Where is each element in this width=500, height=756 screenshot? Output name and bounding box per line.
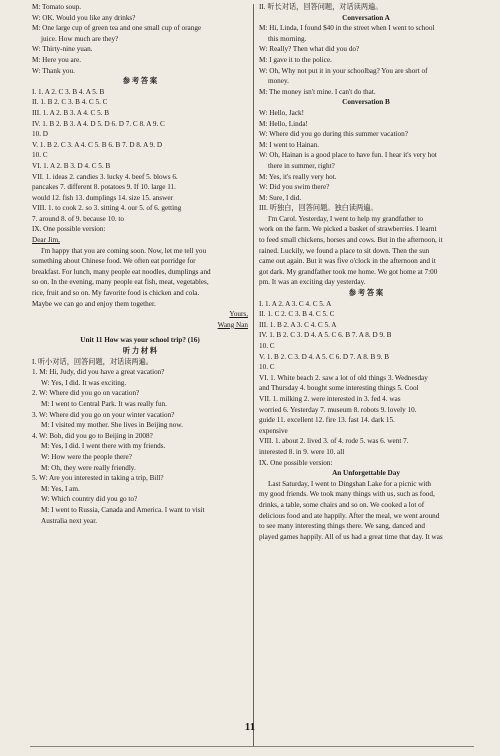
right-line: M: The money isn't mine. I can't do that. bbox=[259, 87, 376, 96]
left-line: 4. W: Bob, did you go to Beijing in 2008? bbox=[32, 431, 153, 440]
left-line: M: I went to Russia, Canada and America. I want to visit bbox=[41, 505, 205, 514]
right-line: work on the farm. We picked a basket of strawberries. I learnt bbox=[259, 225, 437, 234]
left-line: W: Thank you. bbox=[32, 66, 75, 75]
left-line: VI. 1. A 2. B 3. D 4. C 5. B bbox=[32, 161, 111, 170]
left-line: M: Here you are. bbox=[32, 55, 82, 64]
right-line: M: I gave it to the police. bbox=[259, 55, 332, 64]
right-line: I'm Carol. Yesterday, I went to help my grandfather to bbox=[268, 214, 423, 223]
right-line: 参 考 答 案 bbox=[348, 289, 384, 298]
right-line: M: Hi, Linda, I found $40 in the street when I went to school bbox=[259, 24, 435, 33]
right-line: An Unforgettable Day bbox=[332, 469, 400, 478]
right-line: VIII. 1. about 2. lived 3. of 4. rode 5. was 6. went 7. bbox=[259, 437, 409, 446]
left-line: I. 听小对话，回答问题，对话读两遍。 bbox=[32, 357, 153, 366]
right-line: to see many interesting things there. We sang, danced and bbox=[259, 522, 425, 531]
right-column bbox=[259, 2, 473, 542]
right-line: W: Really? Then what did you do? bbox=[259, 45, 360, 54]
bottom-rule bbox=[30, 746, 474, 747]
left-line: M: Yes, I did. I went there with my friends. bbox=[41, 442, 166, 451]
right-line: worried 6. Yesterday 7. museum 8. robots 9. lovely 10. bbox=[259, 405, 417, 414]
right-line: III. 听独白，回答问题。独白读两遍。 bbox=[259, 204, 378, 213]
left-line: breakfast. For lunch, many people eat noodles, dumplings and bbox=[32, 267, 211, 276]
left-line: M: I went to Central Park. It was really fun. bbox=[41, 399, 167, 408]
left-line: W: How were the people there? bbox=[41, 452, 132, 461]
right-line: money. bbox=[268, 77, 289, 86]
right-line: interested 8. in 9. were 10. all bbox=[259, 447, 345, 456]
left-line: W: Thirty-nine yuan. bbox=[32, 45, 93, 54]
right-line: IV. 1. B 2. C 3. D 4. A 5. C 6. B 7. A 8. D 9. B bbox=[259, 331, 392, 340]
left-line: Australia next year. bbox=[41, 516, 98, 525]
right-line: IX. One possible version: bbox=[259, 458, 333, 467]
left-line: 听 力 材 料 bbox=[122, 347, 158, 355]
right-line: 10. C bbox=[259, 342, 275, 350]
left-line: M: Oh, they were really friendly. bbox=[41, 463, 136, 472]
right-line: drinks, a table, some chairs and so on. We cooked a lot of bbox=[259, 500, 425, 509]
left-line: 5. W: Are you interested in taking a trip, Bill? bbox=[32, 474, 164, 483]
right-line: there in summer, right? bbox=[268, 161, 335, 170]
left-line: VII. 1. ideas 2. candies 3. lucky 4. beef 5. blows 6. bbox=[32, 172, 178, 181]
left-line: 3. W: Where did you go on your winter vacation? bbox=[32, 410, 175, 419]
left-line: 10. D bbox=[32, 130, 48, 139]
right-line: M: I went to Hainan. bbox=[259, 140, 320, 149]
left-line: would 12. fish 13. dumplings 14. size 15. answer bbox=[32, 193, 173, 202]
left-line: IX. One possible version: bbox=[32, 225, 106, 234]
right-line: expensive bbox=[259, 426, 288, 435]
left-line: M: One large cup of green tea and one small cup of orange bbox=[32, 24, 202, 33]
left-line: Maybe we can go and enjoy them together. bbox=[32, 299, 156, 308]
left-line: Dear Jim, bbox=[32, 236, 60, 245]
left-line: 7. around 8. of 9. because 10. to bbox=[32, 214, 125, 223]
left-line: V. 1. B 2. C 3. A 4. C 5. B 6. B 7. D 8. A 9. D bbox=[32, 140, 163, 149]
left-line: 1. M: Hi, Judy, did you have a great vacation? bbox=[32, 368, 165, 377]
right-line: played games happily. All of us had a great time that day. It was bbox=[259, 532, 443, 541]
right-line: VII. 1. milking 2. were interested in 3. fed 4. was bbox=[259, 394, 401, 403]
left-line: III. 1. A 2. B 3. A 4. C 5. B bbox=[32, 108, 110, 117]
right-line: rained. Luckily, we found a place to sit down. Then the sun bbox=[259, 246, 430, 255]
left-line: Wang Nan bbox=[217, 320, 248, 329]
right-line: V. 1. B 2. C 3. D 4. A 5. C 6. D 7. A 8. B 9. B bbox=[259, 352, 390, 361]
right-line: M: Hello, Linda! bbox=[259, 119, 308, 128]
right-line: VI. 1. White beach 2. saw a lot of old things 3. Wednesday bbox=[259, 373, 428, 382]
right-line: to feed small chickens, horses and cows. But in the afternoon, it bbox=[259, 236, 443, 245]
right-line: I. 1. A 2. A 3. C 4. C 5. A bbox=[259, 299, 332, 308]
right-line: guide 11. excellent 12. fire 13. fast 14. dark 15. bbox=[259, 416, 395, 425]
left-line: VIII. 1. to cook 2. so 3. sitting 4. our 5. of 6. getting bbox=[32, 204, 182, 213]
left-line: M: Tomato soup. bbox=[32, 3, 82, 11]
right-line: 10. C bbox=[259, 363, 275, 372]
right-line: II. 听长对话，回答问题，对话读两遍。 bbox=[259, 3, 383, 11]
right-line: M: Sure, I did. bbox=[259, 193, 302, 202]
right-line: III. 1. B 2. A 3. C 4. C 5. A bbox=[259, 320, 337, 329]
left-line: something about Chinese food. We often eat porridge for bbox=[32, 257, 196, 266]
left-line: juice. How much are they? bbox=[41, 34, 119, 43]
left-line: W: Which country did you go to? bbox=[41, 495, 138, 504]
left-column bbox=[32, 2, 248, 526]
right-line: pm. It was an exciting day yesterday. bbox=[259, 278, 366, 287]
left-line: so on. In the evening, many people eat fish, meat, vegetables, bbox=[32, 278, 209, 287]
right-line: W: Hello, Jack! bbox=[259, 108, 305, 117]
left-line: 参 考 答 案 bbox=[122, 77, 158, 86]
right-line: and Thursday 4. bought some interesting things 5. Cool bbox=[259, 384, 419, 393]
left-line: rice, fruit and so on. My favorite food is chicken and cola. bbox=[32, 289, 200, 298]
left-line: 10. C bbox=[32, 151, 48, 160]
right-line: delicious food and ate happily. After the meal, we went around bbox=[259, 511, 440, 520]
left-line: I. 1. A 2. C 3. B 4. A 5. B bbox=[32, 87, 105, 96]
left-line: W: Yes, I did. It was exciting. bbox=[41, 378, 127, 387]
left-line: 2. W: Where did you go on vacation? bbox=[32, 389, 140, 398]
right-line: Conversation A bbox=[342, 13, 390, 22]
left-line: W: OK. Would you like any drinks? bbox=[32, 13, 136, 22]
left-line: IV. 1. B 2. B 3. A 4. D 5. D 6. D 7. C 8. A 9. C bbox=[32, 119, 165, 128]
page-number: 11 bbox=[244, 721, 256, 733]
right-line: W: Oh, Why not put it in your schoolbag? You are short of bbox=[259, 66, 428, 75]
right-line: Last Saturday, I went to Dingshan Lake for a picnic with bbox=[268, 479, 432, 488]
right-line: Conversation B bbox=[342, 98, 390, 107]
right-line: W: Oh, Hainan is a good place to have fun. I hear it's very hot bbox=[259, 151, 437, 160]
left-line: II. 1. B 2. C 3. B 4. C 5. C bbox=[32, 98, 108, 107]
right-line: M: Yes, it's really very hot. bbox=[259, 172, 337, 181]
right-line: got dark. My grandfather took me home. We got home at 7:00 bbox=[259, 267, 438, 276]
left-line: pancakes 7. different 8. potatoes 9. If 10. large 11. bbox=[32, 183, 176, 192]
left-line: M: I visited my mother. She lives in Beijing now. bbox=[41, 421, 183, 430]
right-line: came out again. But it was five o'clock in the afternoon and it bbox=[259, 257, 436, 266]
right-line: W: Did you swim there? bbox=[259, 183, 330, 192]
left-line: I'm happy that you are coming soon. Now, let me tell you bbox=[41, 246, 207, 255]
left-line: Yours, bbox=[229, 310, 248, 319]
column-divider bbox=[253, 4, 254, 746]
right-line: this morning. bbox=[268, 34, 307, 43]
right-line: W: Where did you go during this summer vacation? bbox=[259, 130, 408, 139]
left-line: M: Yes, I am. bbox=[41, 484, 80, 493]
left-line: Unit 11 How was your school trip? (16) bbox=[80, 336, 200, 345]
right-line: my good friends. We took many things with us, such as food, bbox=[259, 490, 435, 499]
right-line: II. 1. C 2. C 3. B 4. C 5. C bbox=[259, 310, 335, 319]
